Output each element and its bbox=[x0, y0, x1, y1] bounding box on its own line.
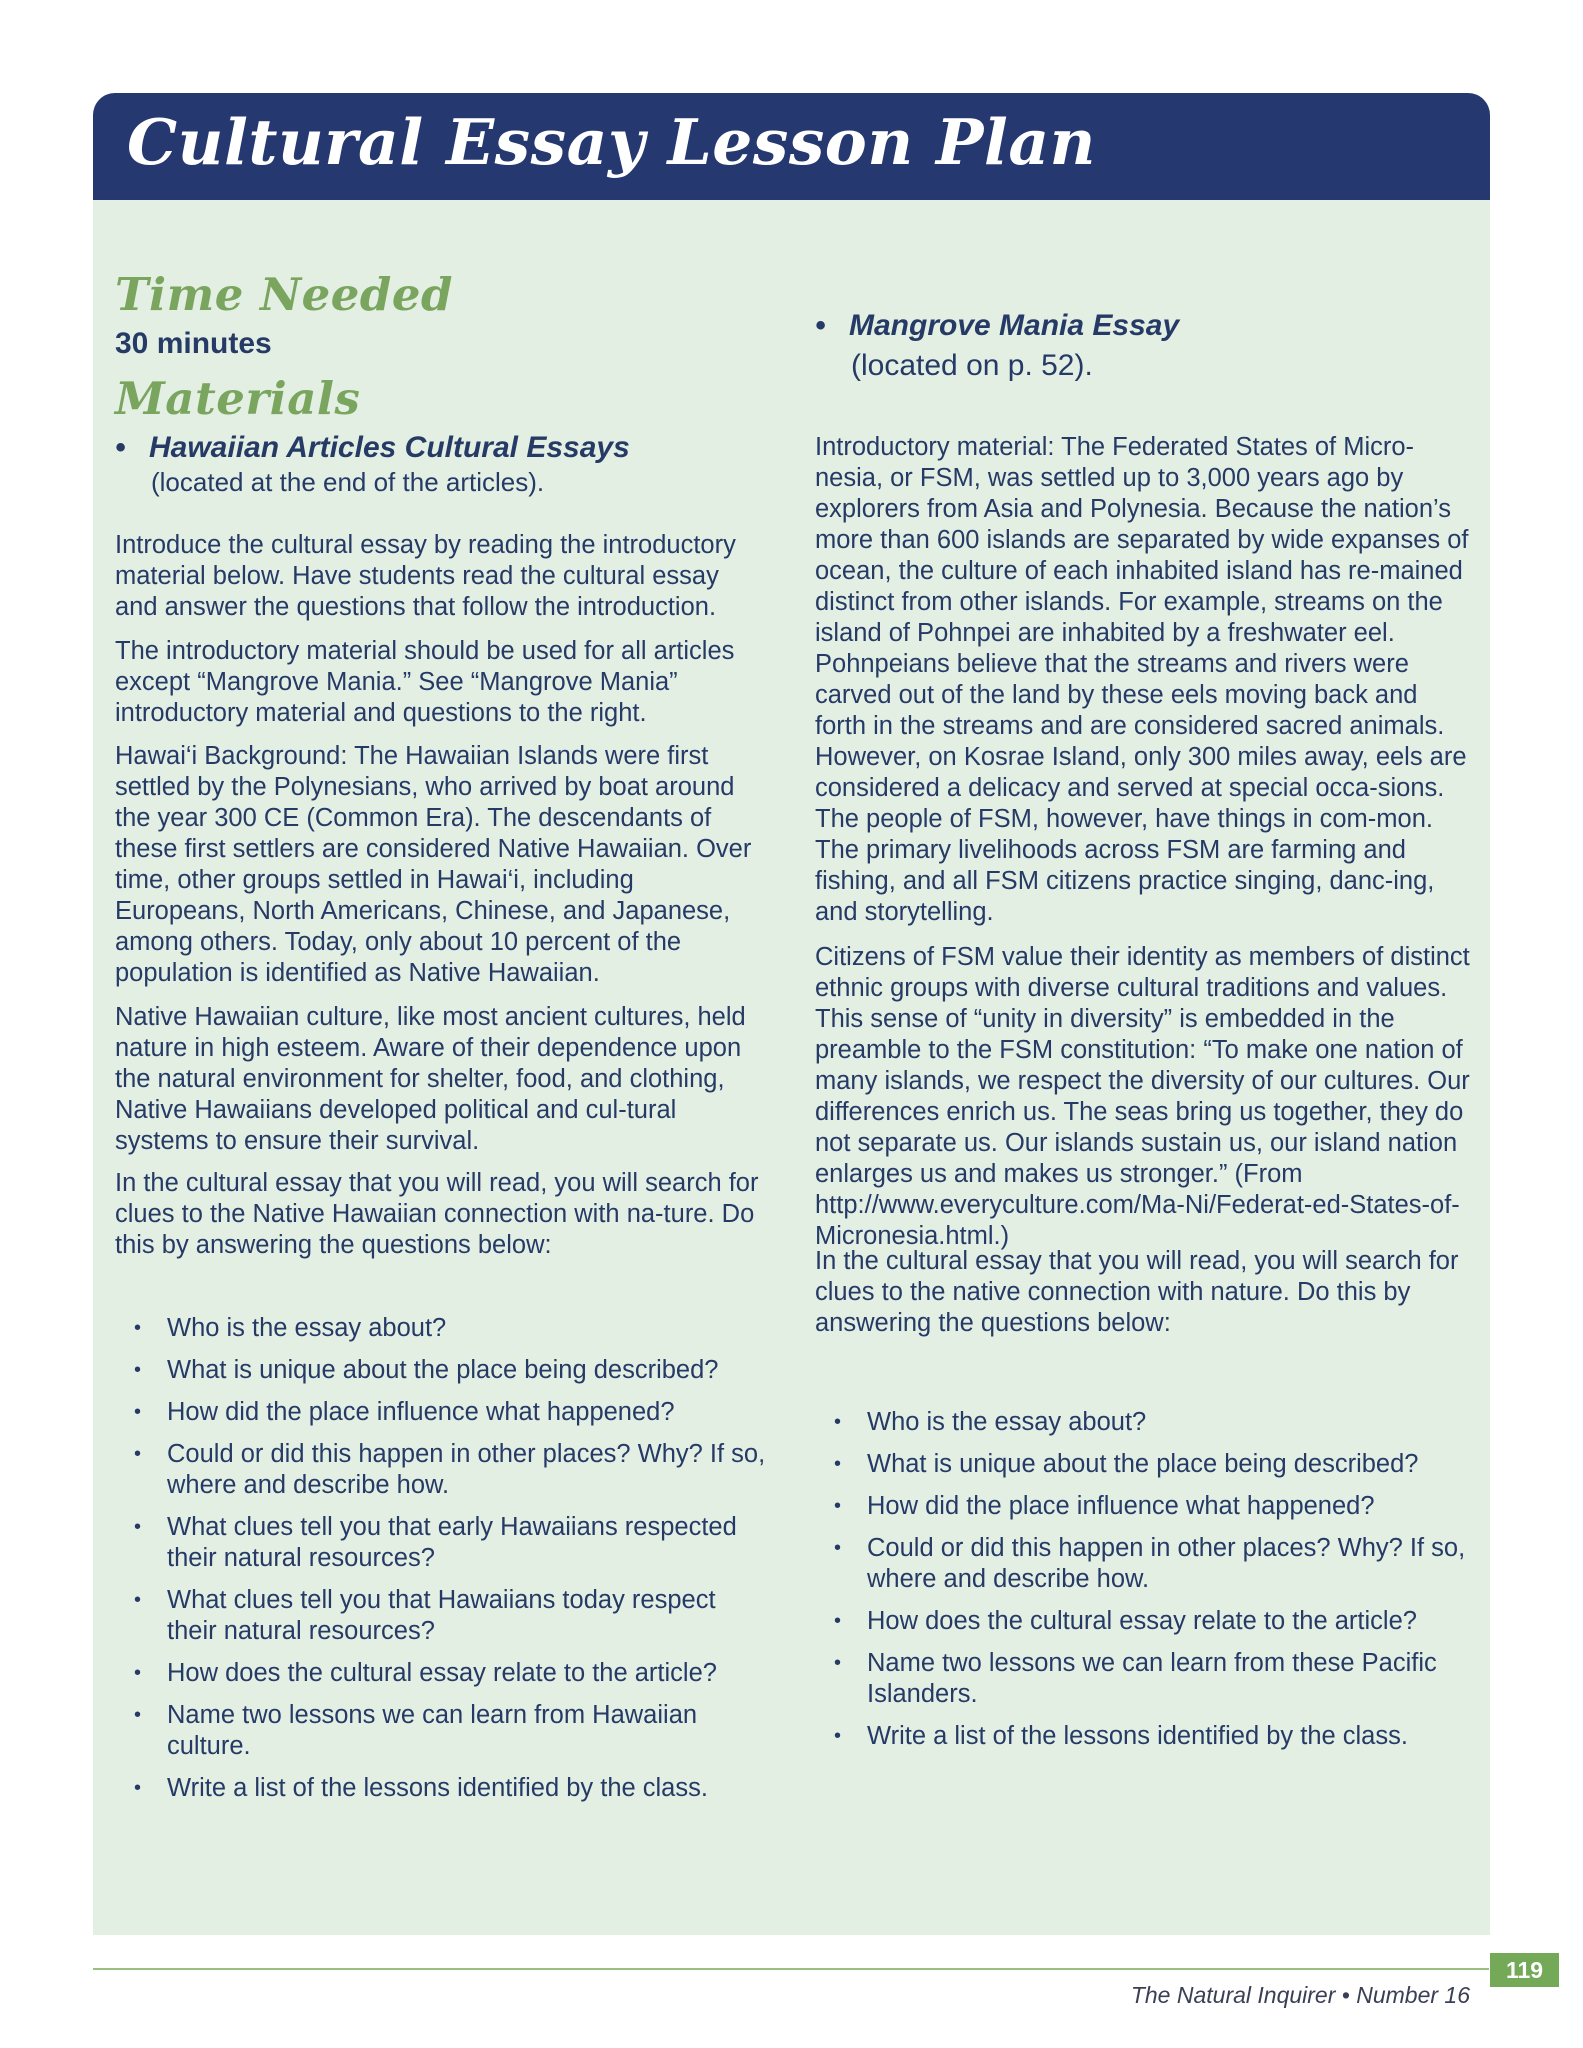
list-item: • How did the place influence what happened? bbox=[834, 1492, 1375, 1520]
material-item-mangrove bbox=[815, 308, 1475, 386]
bullet: • bbox=[815, 309, 826, 342]
list-item: • Write a list of the lessons identified by the class. bbox=[134, 1774, 708, 1802]
list-item: • What clues tell you that early Hawaiians respected their natural resources? bbox=[134, 1513, 737, 1572]
bullet: • bbox=[115, 431, 126, 464]
list-item: • How did the place influence what happened? bbox=[134, 1398, 675, 1426]
time-needed-heading: Time Needed bbox=[115, 268, 453, 321]
paragraph-fsm-intro: Introductory material: The Federated States of Micro-nesia, or FSM, was settled up to 3,000 years ago by explorers from Asia and Polynesia. Because the nation’s more than 600 islands are separated by wide expanses of ocean, the culture of each inhabited island has re-mained distinct from other islands. For example, streams on the island of Pohnpei are inhabited by a freshwater eel. Pohnpeians believe that the streams and rivers were carved out of the land by these eels moving back and forth in the streams and are considered sacred animals. However, on Kosrae Island, only 300 miles away, eels are considered a delicacy and served at special occa-sions. The people of FSM, however, have things in com-mon. The primary livelihoods across FSM are farming and fishing, and all FSM citizens practice singing, danc-ing, and storytelling. bbox=[815, 433, 1469, 926]
publication-footer: The Natural Inquirer • Number 16 bbox=[1130, 1982, 1470, 2008]
list-item: • Who is the essay about? bbox=[134, 1314, 447, 1342]
paragraph-intro: Introduce the cultural essay by reading the introductory material below. Have students read the cultural essay and answer the questions that follow the introduction. bbox=[115, 531, 736, 621]
list-item: • Name two lessons we can learn from these Pacific Islanders. bbox=[834, 1649, 1437, 1708]
material-note: (located on p. 52). bbox=[851, 349, 1093, 382]
page-header bbox=[93, 93, 1490, 200]
list-item: • Could or did this happen in other places? Why? If so, where and describe how. bbox=[834, 1534, 1466, 1593]
paragraph-instructions: In the cultural essay that you will read, you will search for clues to the Native Hawaiian connection with na-ture. Do this by answering the questions below: bbox=[115, 1169, 759, 1259]
list-item: • Who is the essay about? bbox=[834, 1408, 1147, 1436]
list-item: • How does the cultural essay relate to the article? bbox=[134, 1659, 717, 1687]
left-question-list bbox=[129, 1313, 769, 1815]
page-title: Cultural Essay Lesson Plan bbox=[127, 105, 1096, 179]
paragraph-native-culture: Native Hawaiian culture, like most ancient cultures, held nature in high esteem. Aware of their dependence upon the natural environment for shelter, food, and clothing, Native Hawaiians developed political and cul-tural systems to ensure their survival. bbox=[115, 1003, 746, 1155]
material-title: Mangrove Mania Essay bbox=[849, 309, 1180, 342]
paragraph-usage: The introductory material should be used for all articles except “Mangrove Mania.” See “Mangrove Mania” introductory material and questions to the right. bbox=[115, 637, 735, 727]
list-item: • What is unique about the place being described? bbox=[834, 1450, 1419, 1478]
list-item: • How does the cultural essay relate to the article? bbox=[834, 1607, 1417, 1635]
list-item: • What clues tell you that Hawaiians today respect their natural resources? bbox=[134, 1586, 716, 1645]
paragraph-fsm-identity: Citizens of FSM value their identity as members of distinct ethnic groups with diverse cultural traditions and values. This sense of “unity in diversity” is embedded in the preamble to the FSM constitution: “To make one nation of many islands, we respect the diversity of our cultures. Our differences enrich us. The seas bring us together, they do not separate us. Our islands sustain us, our island nation enlarges us and makes us stronger.” (From http://www.everyculture.com/Ma-Ni/Federat-ed-States-of-Micronesia.html.) bbox=[815, 943, 1470, 1250]
page-number-badge: 119 bbox=[1490, 1953, 1559, 1987]
right-question-list bbox=[829, 1407, 1475, 1763]
footer-divider bbox=[93, 1968, 1489, 1970]
material-item-hawaiian bbox=[115, 430, 765, 498]
material-title: Hawaiian Articles Cultural Essays bbox=[149, 431, 630, 464]
content-panel bbox=[93, 200, 1490, 1935]
paragraph-instructions: In the cultural essay that you will read, you will search for clues to the native connection with nature. Do this by answering the questions below: bbox=[815, 1247, 1459, 1337]
list-item: • Name two lessons we can learn from Hawaiian culture. bbox=[134, 1701, 698, 1760]
list-item: • Could or did this happen in other places? Why? If so, where and describe how. bbox=[134, 1440, 766, 1499]
list-item: • What is unique about the place being described? bbox=[134, 1356, 719, 1384]
time-value: 30 minutes bbox=[115, 327, 272, 360]
list-item: • Write a list of the lessons identified by the class. bbox=[834, 1722, 1408, 1750]
paragraph-hawaii-background: Hawai‘i Background: The Hawaiian Islands were first settled by the Polynesians, who arrived by boat around the year 300 CE (Common Era). The descendants of these first settlers are considered Native Hawaiian. Over time, other groups settled in Hawai‘i, including Europeans, North Americans, Chinese, and Japanese, among others. Today, only about 10 percent of the population is identified as Native Hawaiian. bbox=[115, 742, 752, 987]
material-note: (located at the end of the articles). bbox=[151, 467, 545, 497]
materials-heading: Materials bbox=[115, 372, 361, 425]
